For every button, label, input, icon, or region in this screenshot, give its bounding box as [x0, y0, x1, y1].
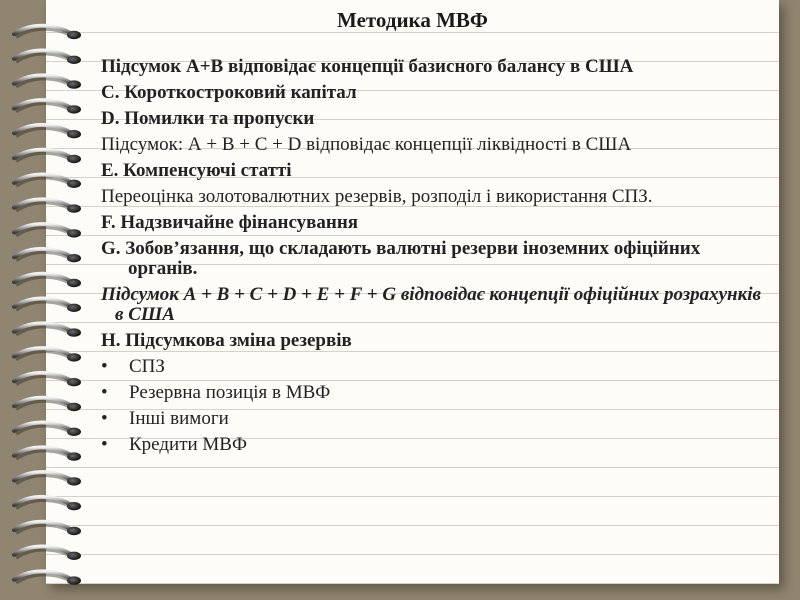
spiral-ring-icon [14, 175, 81, 188]
bullet-item-other-claims [101, 409, 771, 429]
spiral-ring-icon [14, 274, 81, 287]
bullet-dot-icon: • [101, 356, 108, 377]
bullet-dot-icon: • [101, 434, 108, 455]
spiral-ring-icon [14, 125, 81, 138]
bullet-item-sdr [101, 357, 771, 377]
text-line-revaluation: Переоцінка золотовалютних резервів, розподіл і використання СПЗ. [101, 186, 653, 207]
spiral-ring-icon [14, 299, 81, 312]
slide-content [101, 57, 771, 461]
spiral-ring-icon [14, 323, 81, 336]
spiral-ring-icon [14, 497, 81, 510]
text-line-official-settlements: Підсумок А + В + С + D + E + F + G відповідає концепції офіційних розрахунків в США [101, 284, 761, 325]
spiral-ring-icon [14, 150, 81, 163]
spiral-ring-icon [14, 571, 81, 584]
spiral-binding-icon [0, 0, 90, 600]
text-line-reserve-change: Н. Підсумкова зміна резервів [101, 330, 352, 351]
spiral-ring-icon [14, 522, 81, 535]
text-line-liabilities: G. Зобов’язання, що складають валютні резерви іноземних офіційних органів. [101, 238, 701, 279]
notebook-page [46, 0, 779, 584]
spiral-ring-icon [14, 100, 81, 113]
bullet-item-label: Кредити МВФ [129, 434, 247, 455]
spiral-ring-icon [14, 75, 81, 88]
spiral-ring-icon [14, 472, 81, 485]
text-line-short-term-capital: С. Короткостроковий капітал [101, 82, 357, 103]
text-line-compensating-items: Е. Компенсуючі статті [101, 160, 292, 181]
bullet-item-reserve-position [101, 383, 771, 403]
spiral-ring-icon [14, 26, 81, 39]
bullet-item-label: СПЗ [129, 356, 165, 377]
bullet-item-label: Інші вимоги [129, 408, 229, 429]
spiral-ring-icon [14, 249, 81, 262]
bullet-item-label: Резервна позиція в МВФ [129, 382, 331, 403]
spiral-ring-icon [14, 348, 81, 361]
spiral-ring-icon [14, 547, 81, 560]
spiral-ring-icon [14, 373, 81, 386]
text-line-errors-omissions: D. Помилки та пропуски [101, 108, 315, 129]
bullet-dot-icon: • [101, 382, 108, 403]
text-line-subtotal-abcd: Підсумок: А + В + С + D відповідає концепції ліквідності в США [101, 134, 632, 155]
spiral-ring-icon [14, 199, 81, 212]
spiral-ring-icon [14, 423, 81, 436]
page-title: Методика МВФ [337, 8, 488, 32]
spiral-ring-icon [14, 224, 81, 237]
text-line-subtotal-ab: Підсумок А+В відповідає концепції базисного балансу в США [101, 56, 634, 77]
bullet-item-imf-credits [101, 435, 771, 455]
bullet-dot-icon: • [101, 408, 108, 429]
text-line-exceptional-financing: F. Надзвичайне фінансування [101, 212, 359, 233]
spiral-ring-icon [14, 398, 81, 411]
spiral-ring-icon [14, 51, 81, 64]
spiral-ring-icon [14, 447, 81, 460]
